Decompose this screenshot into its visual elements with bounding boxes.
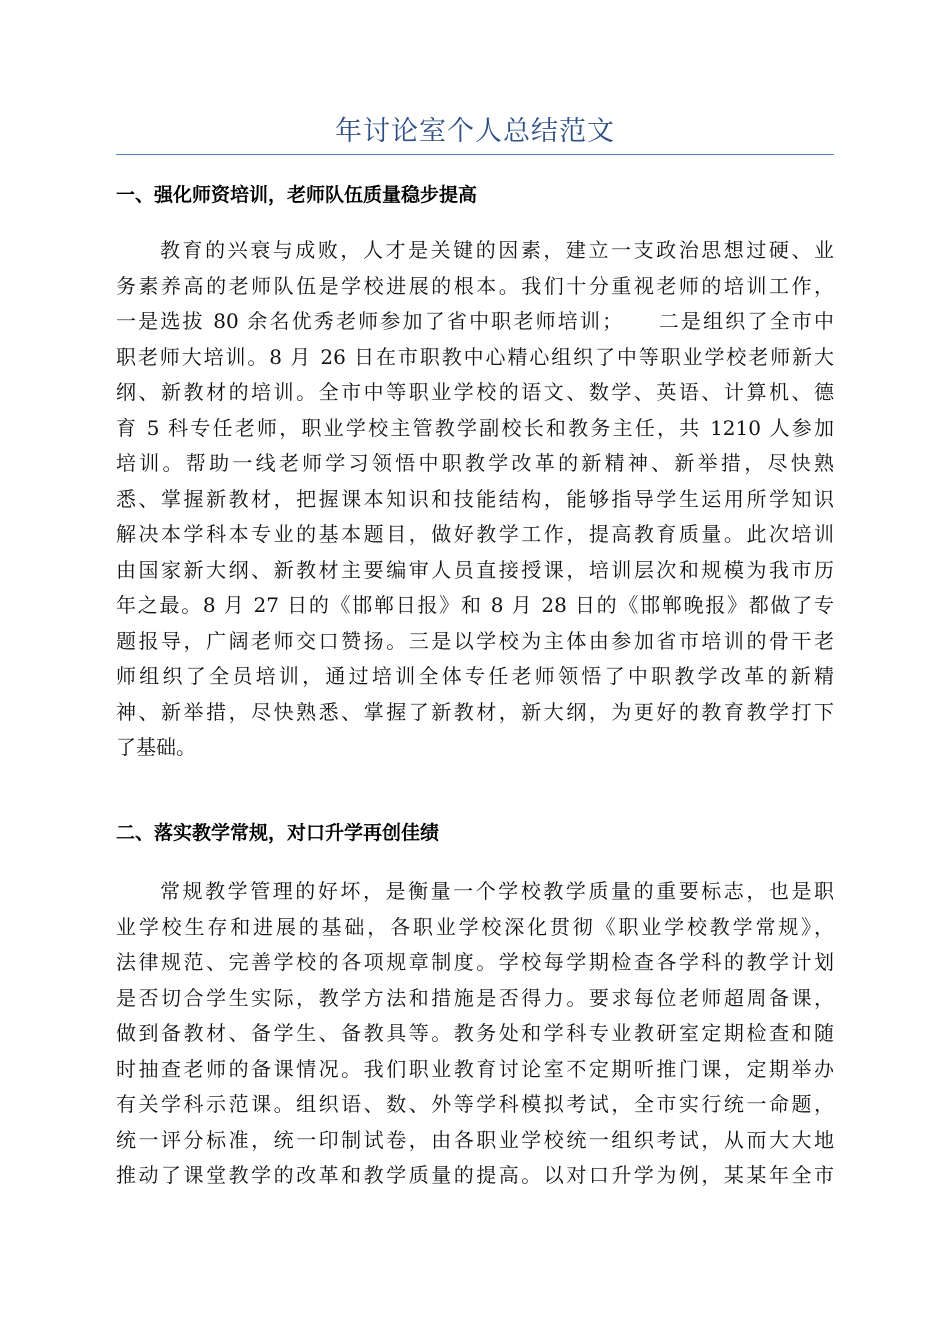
paragraph-line: 悉、掌握新教材，把握课本知识和技能结构，能够指导学生运用所学知识 <box>116 486 834 511</box>
paragraph-line: 题报导，广阔老师交口赞扬。三是以学校为主体由参加省市培训的骨干老 <box>116 628 834 653</box>
paragraph-line: 了基础。 <box>116 735 196 759</box>
paragraph-line: 解决本学科本专业的基本题目，做好教学工作，提高教育质量。此次培训 <box>116 522 834 546</box>
paragraph-line: 教育的兴衰与成败，人才是关键的因素，建立一支政治思想过硬、业 <box>160 238 834 262</box>
paragraph-line: 法律规范、完善学校的各项规章制度。学校每学期检查各学科的教学计划 <box>116 950 834 974</box>
paragraph-line: 做到备教材、备学生、备教具等。教务处和学科专业教研室定期检查和随 <box>116 1021 834 1045</box>
paragraph-line: 推动了课堂教学的改革和教学质量的提高。以对口升学为例，某某年全市 <box>116 1163 834 1187</box>
section-1-paragraph <box>116 233 834 766</box>
paragraph-line: 纲、新教材的培训。全市中等职业学校的语文、数学、英语、计算机、德 <box>116 380 834 404</box>
section-heading-1: 一、强化师资培训，老师队伍质量稳步提高 <box>116 184 478 206</box>
paragraph-line: 务素养高的老师队伍是学校进展的根本。我们十分重视老师的培训工作， <box>116 273 834 298</box>
paragraph-line: 职老师大培训。8 月 26 日在市职教中心精心组织了中等职业学校老师新大 <box>116 344 834 369</box>
paragraph-line: 业学校生存和进展的基础，各职业学校深化贯彻《职业学校教学常规》， <box>116 914 834 939</box>
paragraph-line: 师组织了全员培训，通过培训全体专任老师领悟了中职教学改革的新精 <box>116 664 834 688</box>
paragraph-line: 有关学科示范课。组织语、数、外等学科模拟考试，全市实行统一命题， <box>116 1092 834 1116</box>
title-underline <box>116 154 834 155</box>
paragraph-line: 由国家新大纲、新教材主要编审人员直接授课，培训层次和规模为我市历 <box>116 557 834 582</box>
paragraph-line: 常规教学管理的好坏，是衡量一个学校教学质量的重要标志，也是职 <box>160 879 834 903</box>
section-2-paragraph <box>116 874 834 1194</box>
paragraph-line: 一是选拔 80 余名优秀老师参加了省中职老师培训； 二是组织了全市中 <box>116 309 834 333</box>
paragraph-line: 统一评分标准，统一印制试卷，由各职业学校统一组织考试，从而大大地 <box>116 1127 834 1152</box>
paragraph-line: 育 5 科专任老师，职业学校主管教学副校长和教务主任，共 1210 人参加 <box>116 415 834 440</box>
document-title: 年讨论室个人总结范文 <box>335 116 615 147</box>
section-heading-2: 二、落实教学常规，对口升学再创佳绩 <box>116 822 440 844</box>
paragraph-line: 神、新举措，尽快熟悉、掌握了新教材，新大纲，为更好的教育教学打下 <box>116 699 834 724</box>
paragraph-line: 培训。帮助一线老师学习领悟中职教学改革的新精神、新举措，尽快熟 <box>116 451 834 475</box>
paragraph-line: 时抽查老师的备课情况。我们职业教育讨论室不定期听推门课，定期举办 <box>116 1056 834 1081</box>
paragraph-line: 年之最。8 月 27 日的《邯郸日报》和 8 月 28 日的《邯郸晚报》都做了专 <box>116 593 834 617</box>
paragraph-line: 是否切合学生实际，教学方法和措施是否得力。要求每位老师超周备课， <box>116 985 834 1010</box>
